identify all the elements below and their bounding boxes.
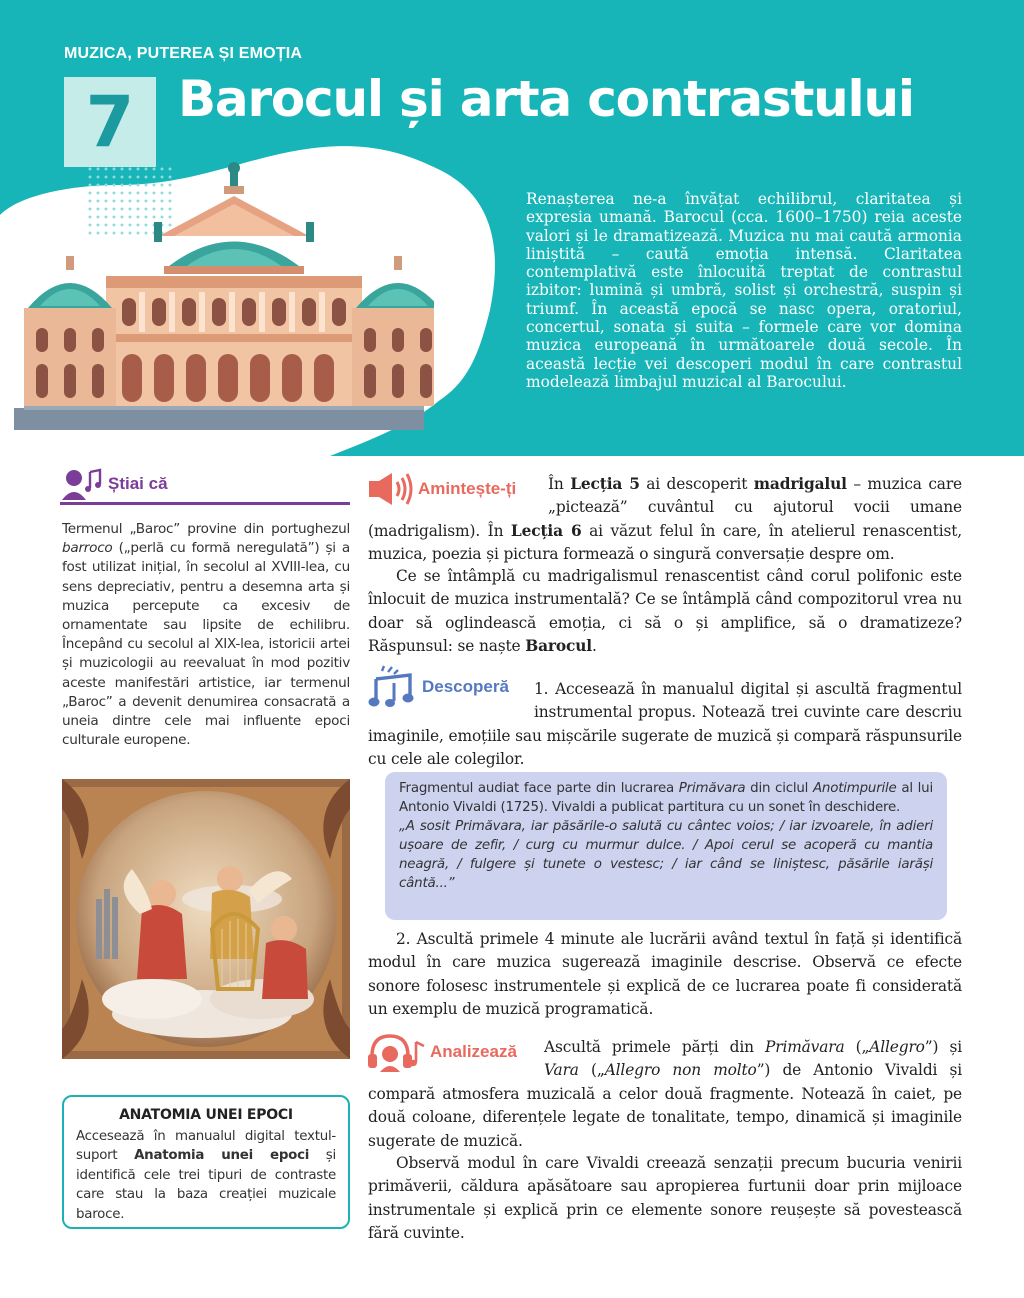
an-i1: Primăvara [765, 1038, 845, 1056]
stiai-ca-text [62, 520, 350, 750]
fresco-angels-painting [62, 779, 350, 1059]
am-t3: – muzica care „pictează” cuvântul cu ajutorul vocii umane (madrigalism). În [368, 475, 963, 540]
opera-house-illustration [14, 158, 434, 448]
descopera-label: Descoperă [422, 677, 509, 696]
stiai-ca-label: Știai că [108, 474, 168, 493]
vivaldi-quote-box [385, 772, 947, 920]
an-t3: ”) și [924, 1038, 963, 1056]
analizeaza-label: Analizează [430, 1042, 517, 1061]
am-p2-bold: Barocul [525, 637, 592, 656]
an-t2: („ [844, 1038, 870, 1056]
quote-i2: Anotimpurile [812, 781, 897, 796]
am-t2: ai descoperit [639, 475, 754, 493]
lesson-intro: Renașterea ne-a învățat echilibrul, claritatea și expresia umană. Barocul (cca. 1600–1750) reia aceste valori și le dramatizează. Muzica nu mai caută armonia liniștită – caută emoția intensă. Claritatea contemplativă este înlocuită treptat de contrastul izbitor: lumină și umbră, solist și orchestră, suspin și triumf. În această epocă se nasc opera, oratoriul, concertul, sonata și suita – formele care vor domina muzica europeană în următoarele două secole. În această lecție vei descoperi modul în care contrastul modelează limbajul muzical al Barocului. [526, 190, 962, 391]
an-t4: („ [578, 1061, 605, 1080]
am-p2-end: . [591, 637, 597, 656]
am-b1: Lecția 5 [570, 475, 640, 493]
unit-kicker: MUZICA, PUTEREA ȘI EMOȚIA [64, 45, 303, 62]
lesson-number-box [64, 77, 156, 167]
aminteste-label: Amintește-ți [418, 479, 517, 498]
quote-i1: Primăvara [678, 781, 746, 796]
anatomy-title: ANATOMIA UNEI EPOCI [119, 1107, 293, 1123]
desc-item1: 1. Accesează în manualul digital și ascultă fragmentul instrumental propus. Notează trei cuvinte care descriu imaginile, emoțiile sau mișcările sugerate de muzică și compară răspunsurile cu cele ale colegilor. [368, 680, 962, 769]
lesson-header [0, 0, 1024, 456]
anatomy-text-2: și identifică cele trei tipuri de contraste care stau la baza creației muzicale baroce. [76, 1148, 336, 1222]
anatomy-text-bold: Anatomia unei epoci [134, 1148, 310, 1163]
analizeaza-paragraph-2: Observă modul în care Vivaldi creează senzații precum bucuria venirii primăverii, căldura apăsătoare sau apropierea furtunii doar prin mijloace instrumentale și explică prin ce elemente sonore reușește să povestească fără cuvinte. [368, 1154, 962, 1243]
descopera-item-2: 2. Ascultă primele 4 minute ale lucrării având textul în față și identifică modul în care muzica sugerează imaginile descrise. Observă ce efecte sonore folosesc instrumentele și explică de ce lucrarea poate fi considerată un exemplu de muzică programatică. [368, 930, 962, 1019]
quote-1: Fragmentul audiat face parte din lucrarea [399, 781, 679, 796]
lesson-title: Barocul și arta contrastului [178, 70, 914, 128]
stiai-ca-icon [60, 466, 104, 502]
stiai-text-1: Termenul „Baroc” provine din portughezul [62, 521, 350, 537]
aminteste-paragraph-2 [368, 565, 962, 659]
an-i2: Allegro [869, 1038, 925, 1056]
descopera-item-1 [368, 678, 962, 772]
am-t4: ai văzut felul în care, în atelierul renascentist, muzica, poezia și pictura formează o singură conversație despre om. [368, 521, 963, 564]
anatomy-box [62, 1095, 350, 1229]
an-t5: ”) de Antonio Vivaldi și compară atmosfera muzicală a celor două fragmente. Notează în caiet, pe două coloane, diferențele legate de tonalitate, tempo, dinamică și imaginile sugerate de muzică. [368, 1061, 962, 1150]
stiai-text-2: („perlă cu formă neregulată”) și a fost utilizat inițial, în secolul al XVIII-lea, cu sens depreciativ, pentru a desemna arta și muzica percepute ca excesiv de ornamentate sau lipsite de echilibru. Începând cu secolul al XIX-lea, istoricii artei și muzicologii au reevaluat în mod pozitiv aceste manifestări artistice, iar termenul „Baroc” a devenit denumirea consacrată a uneia dintre cele mai influente epoci culturale europene. [62, 540, 350, 749]
quote-3: al lui Antonio Vivaldi (1725). Vivaldi a publicat partitura cu un sonet în deschidere. [399, 781, 933, 815]
an-t1: Ascultă primele părți din [544, 1038, 766, 1056]
am-p2: Ce se întâmplă cu madrigalismul renascentist când corul polifonic este înlocuit de muzica instrumentală? Ce se întâmplă când compozitorul vrea nu doar să oglindească emoția, ci să o și amplifice, să o dramatizeze? Răspunsul: se naște [368, 567, 962, 656]
sonnet-text: „A sosit Primăvara, iar păsările-o salută cu cântec voios; / iar izvoarele, în adieri ușoare de zefir, / curg cu murmur dulce. / Apoi cerul se acoperă cu mantia neagră, / fulgere și tunete o vestesc; / iar când se liniștesc, păsările iarăși cântă...” [399, 819, 933, 891]
am-t1: În [548, 475, 571, 493]
aminteste-paragraph-1 [368, 473, 962, 567]
an-i4: Allegro non molto [604, 1061, 757, 1080]
anatomy-text [76, 1127, 336, 1225]
am-b2: madrigalul [753, 475, 847, 493]
analizeaza-paragraph-1 [368, 1036, 962, 1153]
quote-2: din ciclul [745, 781, 813, 796]
am-b3: Lecția 6 [510, 521, 582, 540]
stiai-ca-divider [60, 502, 350, 505]
an-i3: Vara [544, 1061, 579, 1080]
stiai-ca-heading [60, 466, 168, 502]
stiai-text-italic: barroco [62, 540, 113, 557]
lesson-number: 7 [85, 81, 135, 163]
anatomy-text-1: Accesează în manualul digital textul-suport [76, 1128, 336, 1163]
